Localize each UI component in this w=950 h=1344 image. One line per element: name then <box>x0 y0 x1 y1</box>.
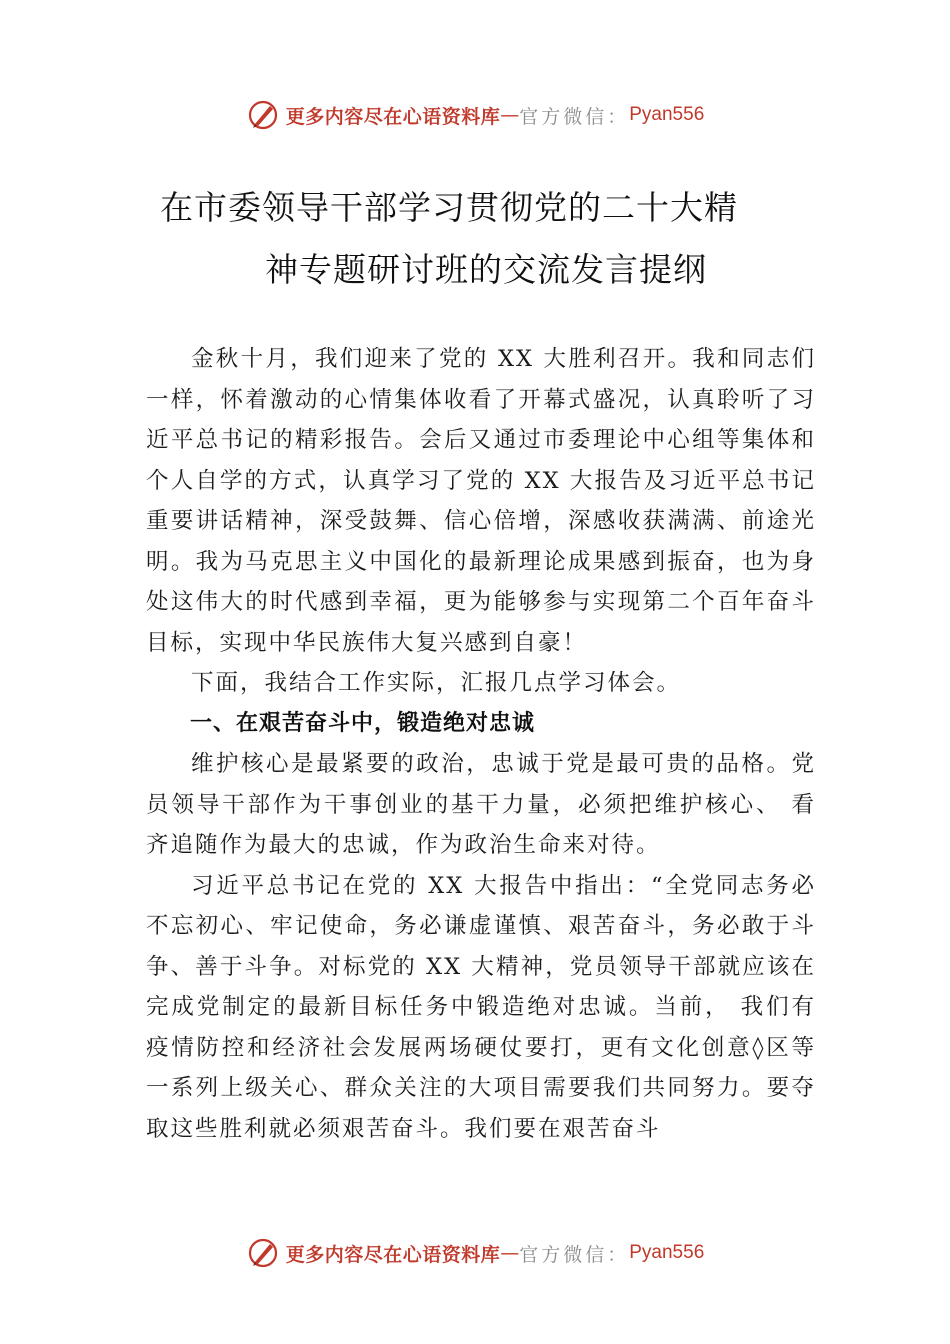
section-heading-1: 一、在艰苦奋斗中，锻造绝对忠诚 <box>190 710 536 736</box>
document-title-line-1: 在市委领导干部学习贯彻党的二十大精 <box>160 188 738 227</box>
quill-pen-icon <box>246 1236 280 1270</box>
header-watermark <box>0 95 950 135</box>
paragraph-intro: 金秋十月，我们迎来了党的 XX 大胜利召开。我和同志们一样，怀着激动的心情集体收看了开幕式盛况，认真聆听了习近平总书记的精彩报告。会后又通过市委理论中心组等集体和个人自学的方式，认真学习了党的 XX 大报告及习近平总书记重要讲话精神，深受鼓舞、信心倍增，深感收获满满、前途光明。我为马克思主义中国化的最新理论成果感到振奋，也为身处这伟大的时代感到幸福，更为能够参与实现第二个百年奋斗目标，实现中华民族伟大复兴感到自豪！ <box>146 346 816 656</box>
paragraph-transition: 下面，我结合工作实际，汇报几点学习体会。 <box>191 670 682 696</box>
footer-watermark <box>0 1233 950 1273</box>
paragraph-loyalty: 维护核心是最紧要的政治，忠诚于党是最可贵的品格。党员领导干部作为干事创业的基干力量，必须把维护核心、 看齐追随作为最大的忠诚，作为政治生命来对待。 <box>146 751 816 858</box>
watermark-dash: — <box>500 1242 520 1264</box>
paragraph-report-quote: 习近平总书记在党的 XX 大报告中指出：“全党同志务必不忘初心、牢记使命，务必谦虚谨慎、艰苦奋斗，务必敢于斗争、善于斗争。对标党的 XX 大精神，党员领导干部就应该在完成党制定的最新目标任务中锻造绝对忠诚。当前， 我们有疫情防控和经济社会发展两场硬仗要打，更有文化创意◊区等一系列上级关心、群众关注的大项目需要我们共同努力。要夺取这些胜利就必须艰苦奋斗。我们要在艰苦奋斗 <box>146 872 816 1142</box>
watermark-wechat-id: Pyan556 <box>629 1242 705 1263</box>
watermark-label: 官方微信： <box>519 1243 630 1266</box>
watermark-label: 官方微信： <box>519 105 630 128</box>
watermark-brand: 更多内容尽在心语资料库 <box>285 105 501 128</box>
watermark-brand: 更多内容尽在心语资料库 <box>285 1243 501 1266</box>
document-title-line-2: 神专题研讨班的交流发言提纲 <box>265 250 707 289</box>
document-body <box>146 339 816 1149</box>
quill-pen-icon <box>246 98 280 132</box>
watermark-wechat-id: Pyan556 <box>629 104 705 125</box>
watermark-dash: — <box>500 104 520 126</box>
